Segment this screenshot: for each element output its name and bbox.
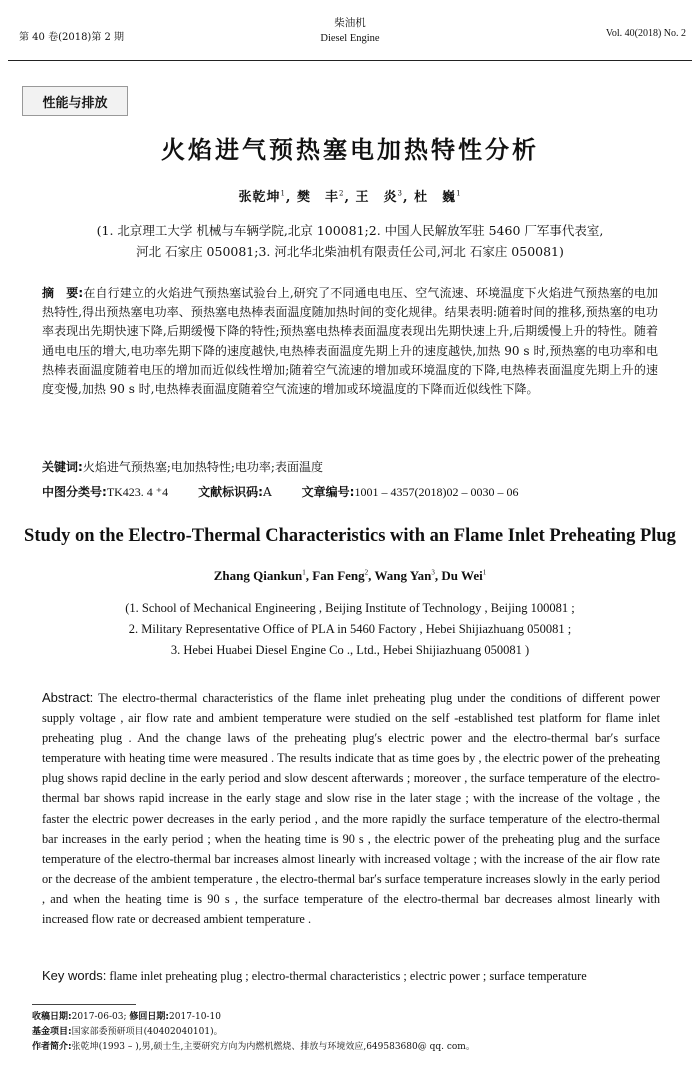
journal-issue-en: Vol. 40(2018) No. 2 (605, 28, 686, 39)
cn-abstract-text: 在自行建立的火焰进气预热塞试验台上,研究了不同通电电压、空气流速、环境温度下火焰进气预热塞的电加热特性,得出预热塞电功率、预热塞电热棒表面温度随加热时间的变化规律。结果表明:随着时间的推移,预热塞的电功率表现出先期快速下降,后期缓慢下降的特性;预热塞电热棒表面温度表现出先期快速上升,后期缓慢上升的特性。随着通电电压的增大,电功率先期下降的速度越快,电热棒表面温度先期上升的速度越快,加热 90 s 时,预热塞的电功率和电热棒表面温度随着电压的增加而近似线性增加;随着空气流速的增加或环境温度的下降,电热棒表面温度先期上升的速度变慢,加热 90 s 时,电热棒表面温度随着空气流速的增加或环境温度的下降而近似线性下降。 (42, 286, 658, 397)
footnote-author (32, 1040, 672, 1055)
fund-label: 基金项目: (32, 1027, 72, 1037)
cn-affiliation-line: 河北 石家庄 050081;3. 河北华北柴油机有限责任公司,河北 石家庄 050081) (136, 244, 564, 259)
footnote (32, 1010, 672, 1055)
cn-keywords (42, 458, 662, 475)
en-abstract (42, 688, 660, 929)
clc-label: 中图分类号: (42, 485, 107, 499)
journal-issue-cn: 第 40 卷(2018)第 2 期 (19, 32, 125, 43)
journal-name (0, 15, 700, 47)
cn-author: 樊 丰 (296, 190, 339, 205)
en-affiliation-line: (1. School of Mechanical Engineering , Beijing Institute of Technology , Beijing 100081 ; (125, 601, 575, 615)
en-authors: Zhang Qiankun$^1$, Fan Feng$^2$, Wang Yan$^3$, Du Wei$^1$ (213, 568, 487, 583)
cn-affiliation-line: (1. 北京理工大学 机械与车辆学院,北京 100081;2. 中国人民解放军驻 5460 厂军事代表室, (96, 223, 604, 238)
revised-label: 修回日期: (129, 1012, 170, 1022)
footnote-divider (32, 1004, 136, 1005)
received-date: 2017-06-03; (71, 1012, 127, 1022)
article-no-label: 文章编号: (301, 485, 355, 499)
affiliation-mark: 3 (431, 568, 435, 577)
en-author: Zhang Qiankun (213, 568, 303, 583)
affiliation-mark: 2 (339, 189, 345, 198)
en-author: Du Wei (441, 568, 483, 583)
cn-affiliations (40, 220, 660, 262)
en-affiliation-line: 2. Military Representative Office of PLA in 5460 Factory , Hebei Shijiazhuang 050081 ; (128, 622, 572, 636)
author-bio-text: 张乾坤(1993 – ),男,硕士生,主要研究方向为内燃机燃烧、排放与环境效应,649583680@ qq. com。 (71, 1042, 475, 1052)
cn-abstract (42, 284, 658, 399)
affiliation-mark: 1 (482, 568, 487, 577)
cn-title: 火焰进气预热塞电加热特性分析 (161, 136, 539, 164)
clc-value: TK423. 4 ⁺4 (106, 485, 169, 499)
en-abstract-label: Abstract: (42, 690, 94, 705)
revised-date: 2017-10-10 (169, 1012, 221, 1022)
cn-keywords-text: 火焰进气预热塞;电加热特性;电功率;表面温度 (82, 460, 323, 474)
received-label: 收稿日期: (32, 1012, 72, 1022)
affiliation-mark: 1 (302, 568, 306, 577)
affiliation-mark: 2 (364, 568, 369, 577)
en-affiliation-line: 3. Hebei Huabei Diesel Engine Co ., Ltd., Hebei Shijiazhuang 050081 ) (170, 643, 530, 657)
footnote-dates (32, 1010, 672, 1025)
en-author: Wang Yan (374, 568, 432, 583)
en-keywords-text: flame inlet preheating plug ; electro-thermal characteristics ; electric power ; surface temperature (109, 969, 587, 983)
doc-code-value: A (262, 485, 272, 499)
header-divider (8, 60, 692, 61)
footnote-fund (32, 1025, 672, 1040)
journal-name-cn: 柴油机 (334, 17, 366, 29)
en-keywords (42, 966, 660, 986)
en-title: Study on the Electro-Thermal Characteristics with an Flame Inlet Preheating Plug (24, 526, 676, 546)
journal-name-en: Diesel Engine (320, 33, 380, 44)
cn-classification (42, 483, 518, 500)
article-no-value: 1001 – 4357(2018)02 – 0030 – 06 (354, 485, 519, 499)
en-author: Fan Feng (312, 568, 365, 583)
en-keywords-label: Key words: (42, 968, 107, 983)
cn-author: 杜 巍 (414, 190, 457, 205)
cn-author: 王 炎 (355, 190, 398, 205)
section-label: 性能与排放 (22, 86, 128, 116)
fund-text: 国家部委预研项目(40402040101)。 (71, 1027, 223, 1037)
affiliation-mark: 1 (280, 189, 286, 198)
en-affiliations (40, 598, 660, 661)
author-bio-label: 作者简介: (32, 1042, 72, 1052)
affiliation-mark: 3 (397, 189, 404, 198)
en-abstract-text: The electro-thermal characteristics of the flame inlet preheating plug under the conditions of different power supply voltage , air flow rate and ambient temperature were studied on the self -established test platform for flame inlet preheating plug . And the change laws of the preheating plug′s electric power and the electro-thermal bar′s surface temperature with heating time were measured . The results indicate that as time goes by , the electric power of the preheating plug shows rapid decline in the early period and slow descent afterwards ; moreover , the surface temperature of the electro-thermal bar shows rapid increase in the early stage and slow rise in the later stage ; with the increase of the voltage , the faster the electric power decreases in the early period , and the more rapidly the surface temperature of the electro-thermal bar increases in the early period ; when the heating time is 90 s , the electric power of the preheating plug and the surface temperature of the electro-thermal bar increases almost linearly with increased voltage ; with the increase of the air flow rate or the decrease of the ambient temperature , the electro-thermal bar′s surface temperature increases slowly in the early period , and when the heating time is 90 s , the surface temperature of the electro-thermal bar decreases almost linearly with increased flow rate or decreased ambient temperature . (42, 691, 660, 927)
cn-abstract-label: 摘 要: (42, 286, 84, 300)
cn-keywords-label: 关键词: (42, 460, 83, 474)
cn-author: 张乾坤 (238, 190, 281, 205)
cn-authors: 张乾坤$^1$, 樊 丰$^2$, 王 炎$^3$, 杜 巍$^1$ (238, 189, 462, 205)
doc-code-label: 文献标识码: (198, 485, 263, 499)
affiliation-mark: 1 (456, 189, 462, 198)
